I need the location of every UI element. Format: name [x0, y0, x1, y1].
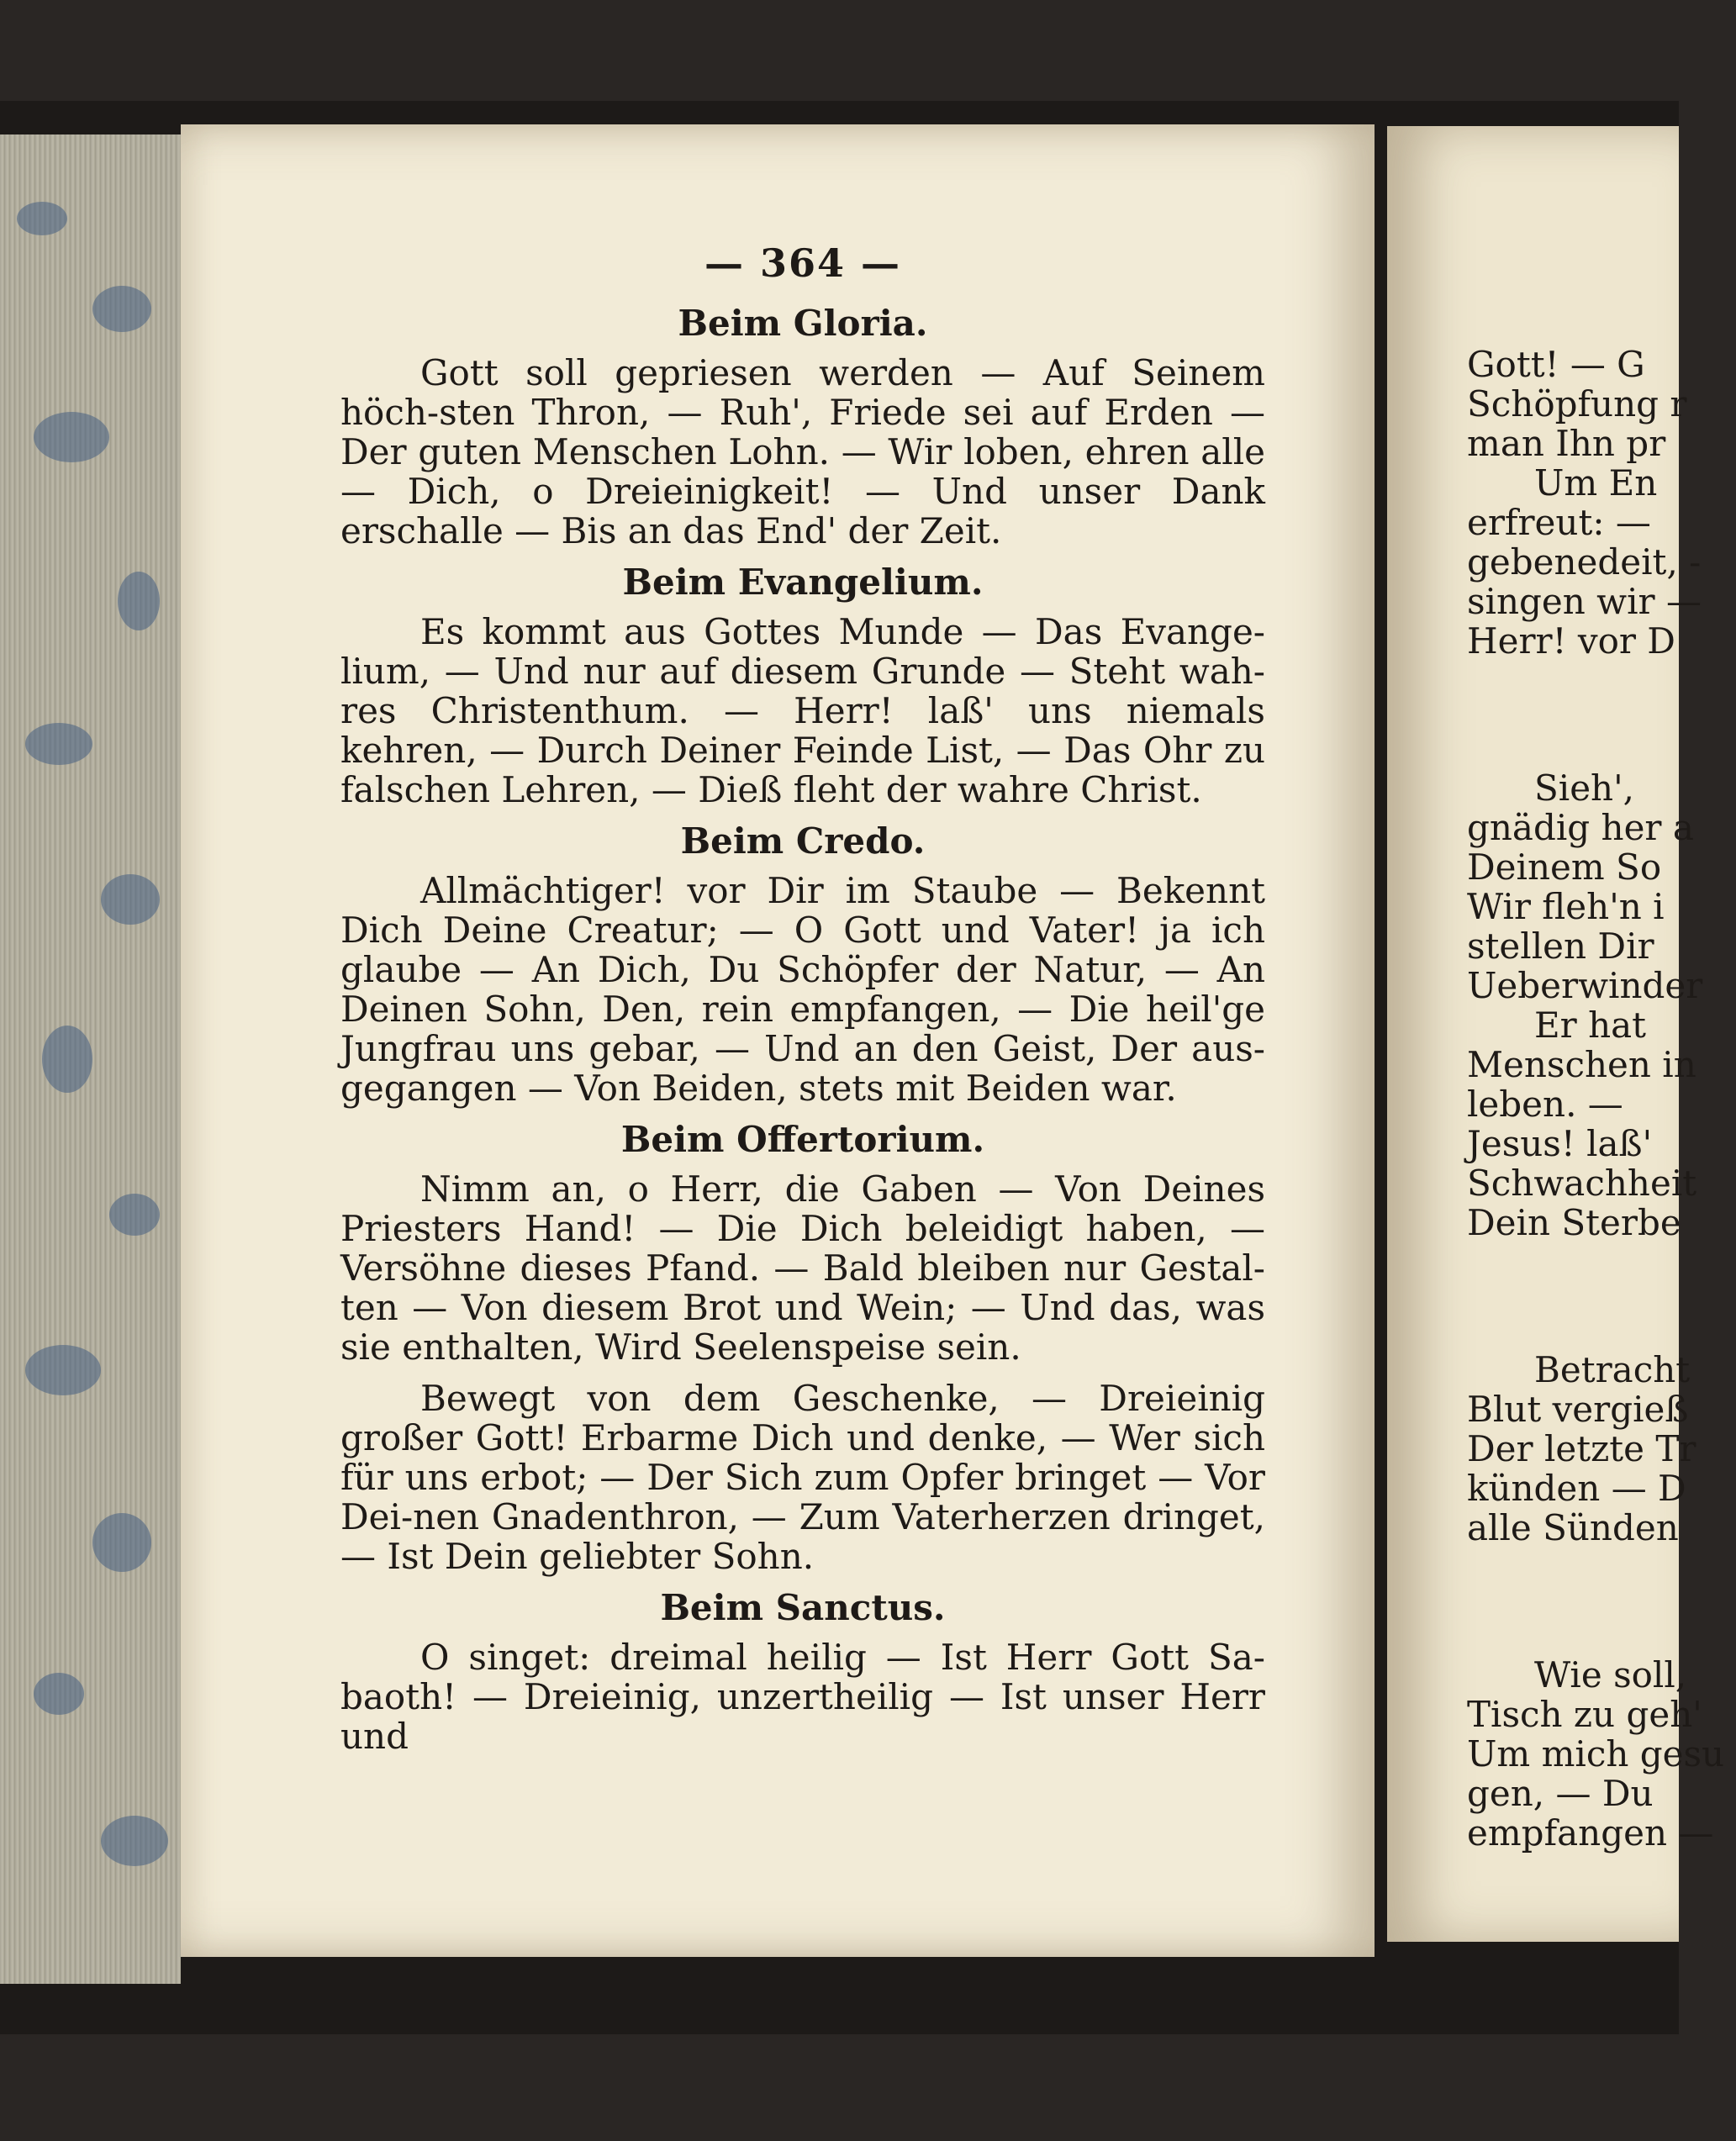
stain — [25, 723, 92, 765]
text-line: Der letzte Tr — [1467, 1428, 1696, 1469]
stain — [42, 1026, 92, 1093]
stain — [92, 286, 151, 332]
text-line: Deinem So — [1467, 846, 1662, 888]
text-line: Um En — [1534, 462, 1658, 504]
stain — [92, 1513, 151, 1572]
page-edges — [0, 134, 181, 1984]
section-heading: Beim Offertorium. — [620, 1119, 985, 1160]
text-block — [1467, 345, 1736, 661]
text-line: Er hat — [1534, 1005, 1647, 1046]
text-line: gnädig her a — [1467, 807, 1694, 848]
text-block — [1467, 1350, 1736, 1548]
text-line: Herr! vor D — [1467, 620, 1675, 662]
stain — [34, 1673, 84, 1715]
section-heading: Beim Evangelium. — [622, 562, 984, 603]
text-line: Wir fleh'n i — [1467, 886, 1665, 927]
section-heading: Beim Sanctus. — [660, 1587, 946, 1628]
left-page-text — [340, 240, 1265, 1768]
stain — [118, 572, 160, 630]
text-line: singen wir — — [1467, 581, 1702, 622]
right-page-text — [1467, 345, 1736, 1853]
text-line: Schwachheit — [1467, 1163, 1697, 1204]
stain — [17, 202, 67, 235]
text-line: Wie soll, — [1534, 1654, 1687, 1695]
section-heading: Beim Gloria. — [678, 303, 928, 344]
paragraph: Bewegt von dem Geschenke, — Dreieinig großer Gott! Erbarme Dich und denke, — Wer sich für uns erbot; — Der Sich zum Opfer bringet — Vor Dei-nen Gnadenthron, — Zum Vaterherzen dringet, — Ist Dein geliebter Sohn. — [340, 1378, 1265, 1577]
text-line: stellen Dir — [1467, 925, 1654, 967]
text-line: Menschen in — [1467, 1044, 1696, 1085]
text-line: Dein Sterbe — [1467, 1202, 1681, 1243]
text-line: man Ihn pr — [1467, 423, 1666, 464]
text-line: Betracht — [1534, 1349, 1691, 1390]
text-block — [1467, 1655, 1736, 1853]
stain — [109, 1194, 160, 1236]
text-line: Gott! — G — [1467, 344, 1645, 385]
paragraph: O singet: dreimal heilig — Ist Herr Gott Sa-baoth! — Dreieinig, unzertheilig — Ist unser Herr und — [340, 1637, 1265, 1757]
text-line: erfreut: — — [1467, 502, 1651, 543]
stain — [34, 412, 109, 462]
text-line: Um mich gesu — [1467, 1733, 1725, 1774]
text-line: Tisch zu geh' — [1467, 1694, 1702, 1735]
paragraph: Allmächtiger! vor Dir im Staube — Bekennt Dich Deine Creatur; — O Gott und Vater! ja ich glaube — An Dich, Du Schöpfer der Natur, — An Deinen Sohn, Den, rein empfangen, — Die heil'ge Jungfrau uns gebar, — Und an den Geist, Der aus-gegangen — Von Beiden, stets mit Beiden war. — [340, 870, 1265, 1109]
text-line: empfangen — — [1467, 1812, 1714, 1854]
stain — [101, 874, 160, 925]
stain — [25, 1345, 101, 1395]
stain — [101, 1816, 168, 1866]
text-line: Sieh', — [1534, 767, 1635, 809]
text-line: Jesus! laß' — [1467, 1123, 1653, 1164]
text-line: alle Sünden — [1467, 1507, 1679, 1548]
text-line: Ueberwinder — [1467, 965, 1703, 1006]
paragraph: Es kommt aus Gottes Munde — Das Evange-lium, — Und nur auf diesem Grunde — Steht wah-res Christenthum. — Herr! laß' uns niemals kehren, — Durch Deiner Feinde List, — Das Ohr zu falschen Lehren, — Dieß fleht der wahre Christ. — [340, 611, 1265, 810]
text-line: Blut vergieß — [1467, 1389, 1689, 1430]
text-line: künden — D — [1467, 1468, 1686, 1509]
paragraph: Gott soll gepriesen werden — Auf Seinem höch-sten Thron, — Ruh', Friede sei auf Erden — Der guten Menschen Lohn. — Wir loben, ehren alle — Dich, o Dreieinigkeit! — Und unser Dank erschalle — Bis an das End' der Zeit. — [340, 352, 1265, 551]
text-line: gebenedeit, - — [1467, 541, 1702, 583]
paragraph: Nimm an, o Herr, die Gaben — Von Deines Priesters Hand! — Die Dich beleidigt haben, — Versöhne dieses Pfand. — Bald bleiben nur Gestal-ten — Von diesem Brot und Wein; — Und das, was sie enthalten, Wird Seelenspeise sein. — [340, 1168, 1265, 1368]
page-number: — 364 — — [704, 240, 902, 286]
text-block — [1467, 768, 1736, 1242]
text-line: gen, — Du — [1467, 1773, 1654, 1814]
text-line: Schöpfung r — [1467, 383, 1687, 425]
text-line: leben. — — [1467, 1084, 1623, 1125]
section-heading: Beim Credo. — [680, 820, 926, 862]
